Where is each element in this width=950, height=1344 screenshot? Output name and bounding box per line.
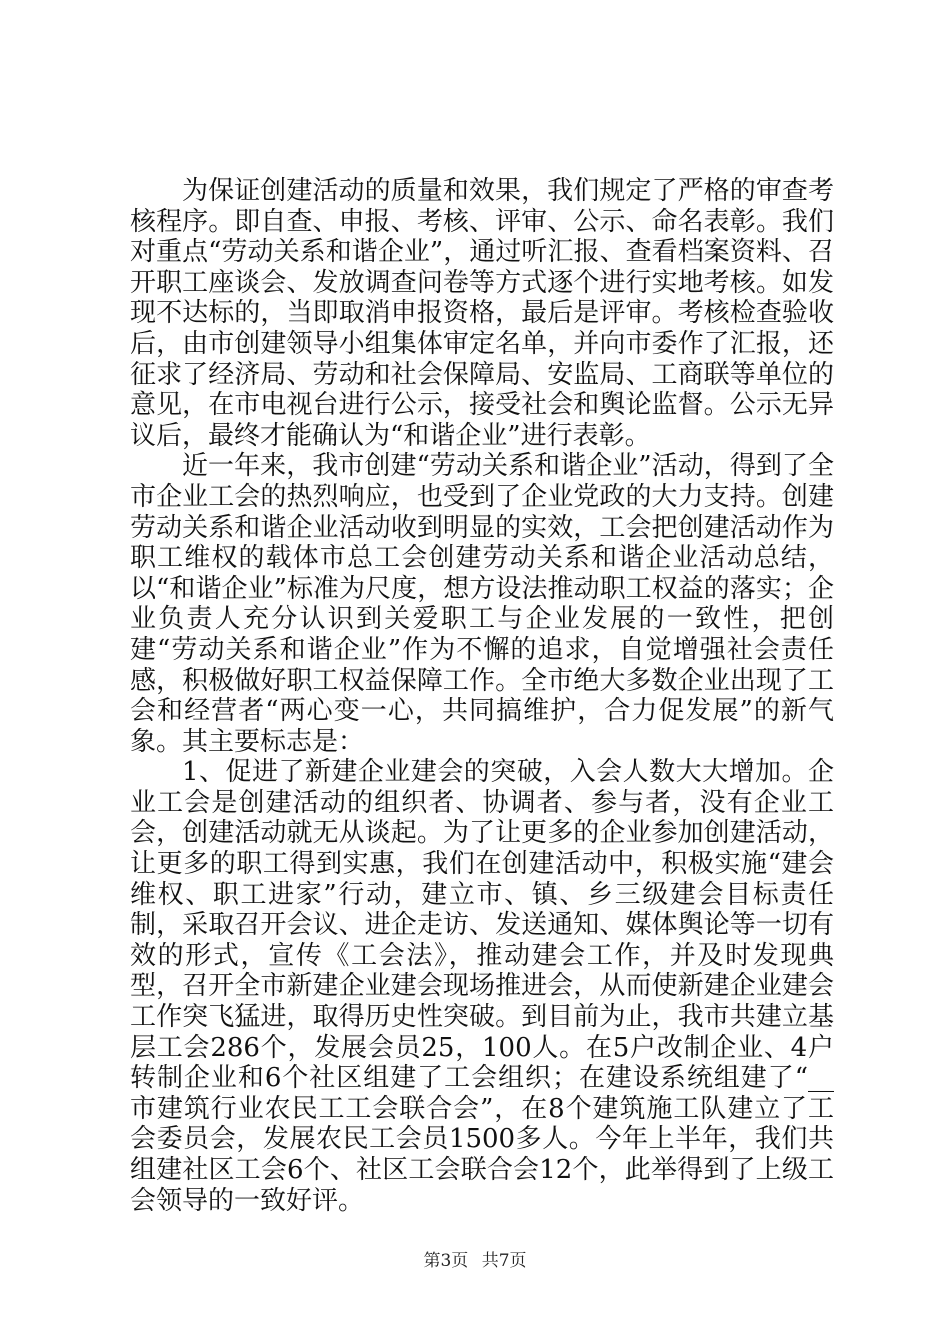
document-body <box>130 176 834 1216</box>
page-total: 共7页 <box>481 1251 527 1271</box>
paragraph-union-building: 1、促进了新建企业建会的突破，入会人数大大增加。企业工会是创建活动的组织者、协调者、参与者，没有企业工会，创建活动就无从谈起。为了让更多的企业参加创建活动，让更多的职工得到实惠，我们在创建活动中，积极实施“建会维权、职工进家”行动，建立市、镇、乡三级建会目标责任制，采取召开会议、进企走访、发送通知、媒体舆论等一切有效的形式，宣传《工会法》，推动建会工作，并及时发现典型，召开全市新建企业建会现场推进会，从而使新建企业建会工作突飞猛进，取得历史性突破。到目前为止，我市共建立基层工会286个，发展会员25，100人。在5户改制企业、4户转制企业和6个社区组建了工会组织；在建设系统组建了“__市建筑行业农民工工会联合会”，在8个建筑施工队建立了工会委员会，发展农民工会员1500多人。今年上半年，我们共组建社区工会6个、社区工会联合会12个，此举得到了上级工会领导的一致好评。 <box>130 757 834 1216</box>
page-number: 第3页 <box>423 1251 469 1271</box>
paragraph-review-procedure: 为保证创建活动的质量和效果，我们规定了严格的审查考核程序。即自查、申报、考核、评审、公示、命名表彰。我们对重点“劳动关系和谐企业”，通过听汇报、查看档案资料、召开职工座谈会、发放调查问卷等方式逐个进行实地考核。如发现不达标的，当即取消申报资格，最后是评审。考核检查验收后，由市创建领导小组集体审定名单，并向市委作了汇报，还征求了经济局、劳动和社会保障局、安监局、工商联等单位的意见，在市电视台进行公示，接受社会和舆论监督。公示无异议后，最终才能确认为“和谐企业”进行表彰。 <box>130 176 834 451</box>
page-footer <box>0 1246 950 1271</box>
paragraph-yearly-summary: 近一年来，我市创建“劳动关系和谐企业”活动，得到了全市企业工会的热烈响应，也受到了企业党政的大力支持。创建劳动关系和谐企业活动收到明显的实效，工会把创建活动作为职工维权的载体市总工会创建劳动关系和谐企业活动总结，以“和谐企业”标准为尺度，想方设法推动职工权益的落实；企业负责人充分认识到关爱职工与企业发展的一致性，把创建“劳动关系和谐企业”作为不懈的追求，自觉增强社会责任感，积极做好职工权益保障工作。全市绝大多数企业出现了工会和经营者“两心变一心，共同搞维护，合力促发展”的新气象。其主要标志是： <box>130 451 834 757</box>
